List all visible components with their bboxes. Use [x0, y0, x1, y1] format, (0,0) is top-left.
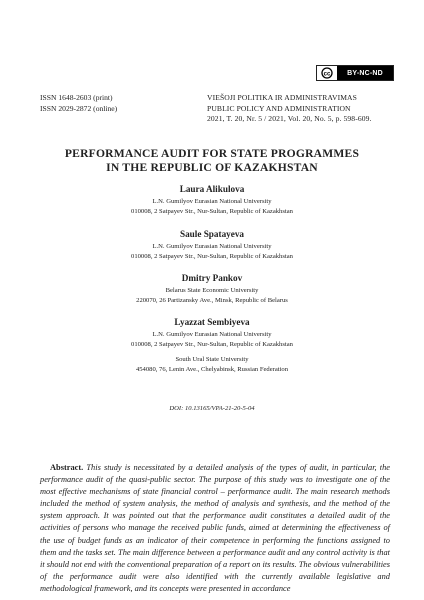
- doi: DOI: 10.13165/VPA-21-20-5-04: [169, 405, 255, 412]
- journal-info: [207, 93, 372, 125]
- author-affiliation: L.N. Gumilyov Eurasian National University: [152, 198, 272, 205]
- svg-text:cc: cc: [323, 71, 331, 78]
- issn-print: ISSN 1648-2603 (print): [40, 93, 113, 102]
- abstract-text: This study is necessitated by a detailed analysis of the types of audit, in particular, the performance audit of the quasi-public sector. The purpose of this study was to investigate one of the most effective mechanisms of state financial control – performance audit. The main research methods included the method of system analysis, the method of analysis and synthesis, and the method of the system approach. It was pointed out that the performance audit constitutes a detailed audit of the activities of persons who manage the received public funds, aimed at determining the effectiveness of the use of budget funds as an indicator of their competence in performing the functions assigned to them and the tasks set. The main difference between a performance audit and any control activity is that it should not end with the conventional preparation of a report on its results. The obvious vulnerabilities of the performance audit were also identified with the currently available legislative and methodological framework, and its concepts were presented in accordance: [40, 463, 390, 593]
- title-line-1: PERFORMANCE AUDIT FOR STATE PROGRAMMES: [64, 147, 360, 160]
- creative-commons-icon: [317, 66, 337, 80]
- author-affiliation: Belarus State Economic University: [165, 287, 259, 294]
- author-block: [30, 228, 394, 261]
- journal-name-lt: VIEŠOJI POLITIKA IR ADMINISTRAVIMAS: [207, 93, 357, 102]
- author-affiliation: L.N. Gumilyov Eurasian National University: [152, 331, 272, 338]
- author-address: 010008, 2 Satpayev Str., Nur-Sultan, Republic of Kazakhstan: [131, 340, 293, 348]
- author-second-address: 454080, 76, Lenin Ave., Chelyabinsk, Russian Federation: [135, 365, 289, 373]
- journal-name-en: PUBLIC POLICY AND ADMINISTRATION: [207, 103, 351, 113]
- license-label: BY-NC-ND: [347, 69, 383, 77]
- author-address: 010008, 2 Satpayev Str., Nur-Sultan, Republic of Kazakhstan: [131, 252, 293, 260]
- author-name: Laura Alikulova: [179, 184, 245, 194]
- author-address: 010008, 2 Satpayev Str., Nur-Sultan, Republic of Kazakhstan: [131, 207, 293, 215]
- author-block: [30, 316, 394, 374]
- cc-license-badge: [316, 65, 394, 81]
- author-name: Lyazzat Sembiyeva: [174, 317, 250, 327]
- issn-block: [40, 93, 117, 114]
- abstract-label: Abstract.: [50, 463, 84, 472]
- author-name: Saule Spatayeva: [179, 229, 245, 239]
- title-line-2: IN THE REPUBLIC OF KAZAKHSTAN: [106, 161, 318, 174]
- author-affiliation: L.N. Gumilyov Eurasian National University: [152, 243, 272, 250]
- author-name: Dmitry Pankov: [181, 273, 243, 283]
- author-block: [30, 183, 394, 216]
- abstract: [40, 462, 390, 595]
- paper-title: [30, 147, 394, 175]
- author-block: [30, 272, 394, 305]
- issn-online: ISSN 2029-2872 (online): [40, 103, 118, 113]
- author-second-affiliation: South Ural State University: [175, 356, 249, 364]
- author-address: 220070, 26 Partizansky Ave., Minsk, Republic of Belarus: [136, 296, 288, 304]
- journal-citation: 2021, T. 20, Nr. 5 / 2021, Vol. 20, No. 5, p. 598-609.: [207, 114, 372, 123]
